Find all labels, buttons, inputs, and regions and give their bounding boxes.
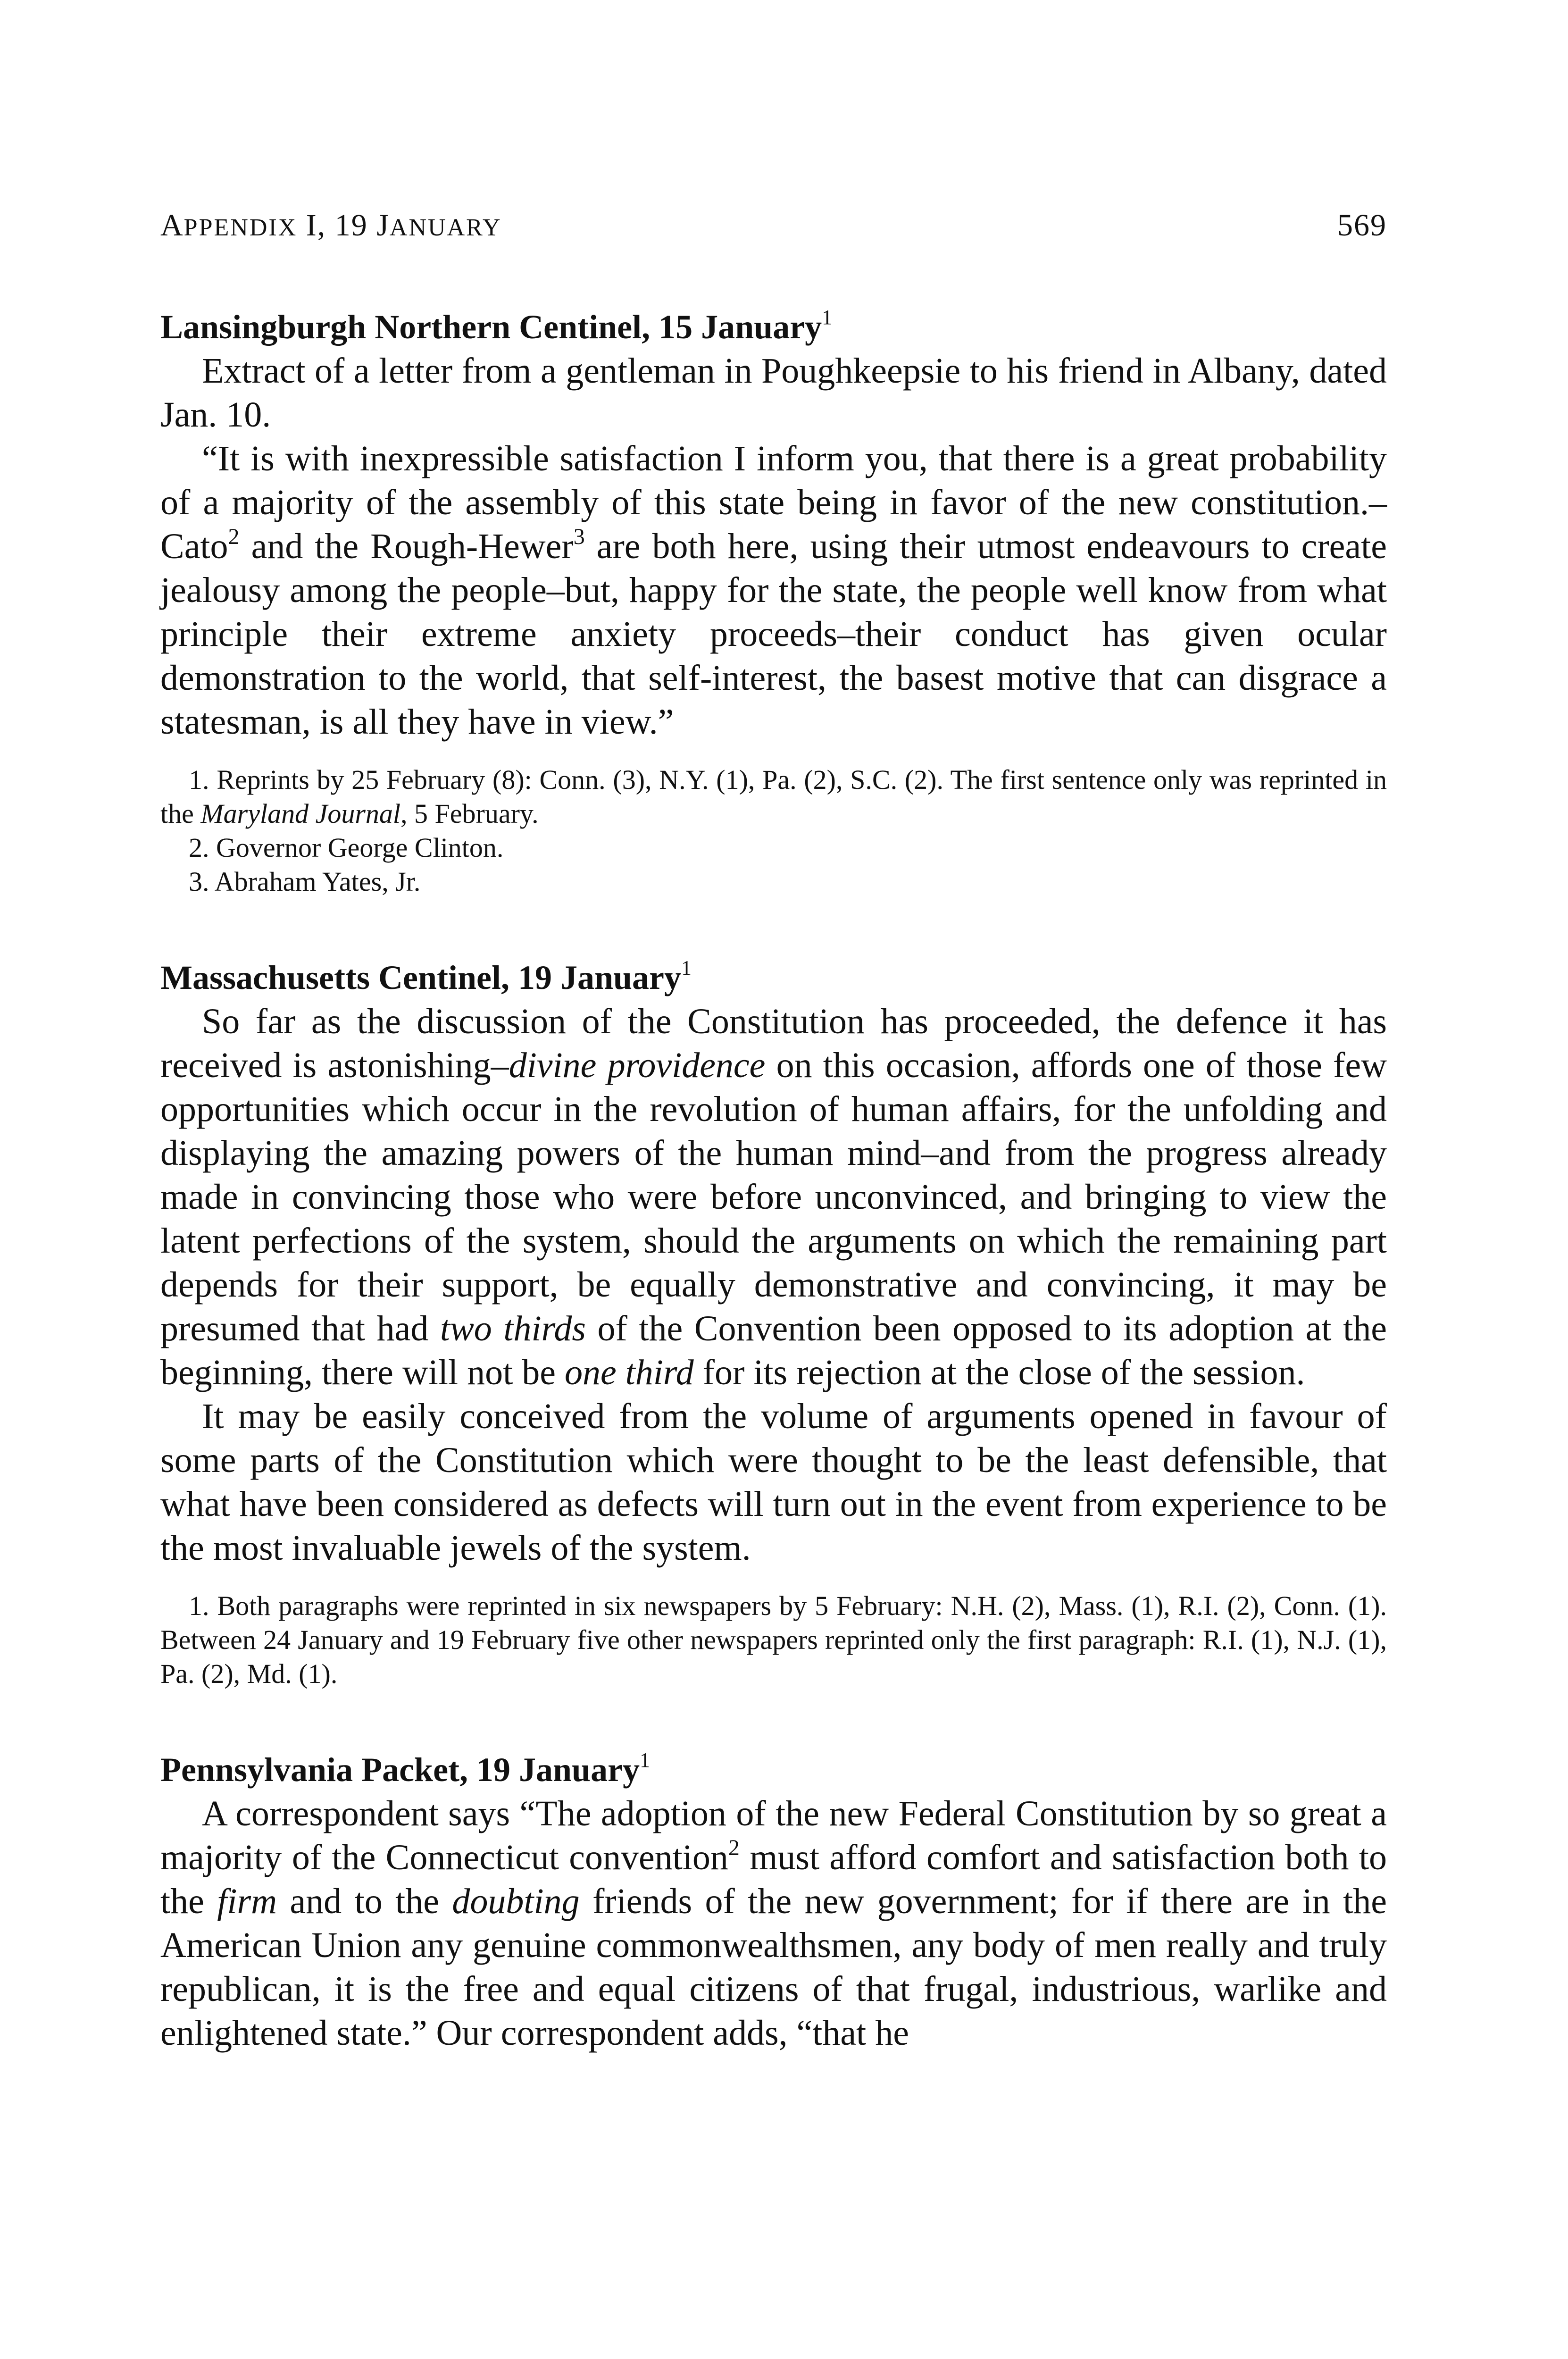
footnote-text: , 5 February. — [400, 798, 539, 829]
footnote-marker: 1 — [681, 956, 692, 979]
running-head — [160, 208, 1387, 243]
article-paragraph — [160, 437, 1387, 744]
appendix-initial: A — [160, 208, 184, 243]
paragraph-text: of the Convention been opposed to its adoption at the beginning, there will not be — [160, 1309, 1387, 1392]
appendix-smallcaps: PPENDIX — [183, 214, 298, 241]
month-smallcaps: ANUARY — [389, 214, 502, 241]
footnote: 3. Abraham Yates, Jr. — [189, 866, 421, 897]
article-paragraph — [160, 1792, 1387, 2055]
article-title — [160, 305, 1387, 349]
paragraph-text: “It is with inexpressible satisfaction I inform you, that there is a great probability of a majority of the assembly of this state being in favor of the new constitution.–Cato — [160, 439, 1387, 566]
article-paragraph: It may be easily conceived from the volume of arguments opened in favour of some parts of the Constitution which were thought to be the least defensible, that what have been considered as defects will turn out in the event from experience to be the most invaluable jewels of the system. — [160, 1397, 1387, 1568]
article-pennsylvania — [160, 1748, 1387, 2055]
article-massachusetts — [160, 955, 1387, 1691]
footnote-marker: 2 — [228, 524, 240, 549]
article-title — [160, 955, 1387, 1000]
article-title-text: Massachusetts Centinel, 19 January — [160, 959, 682, 996]
footnote-marker: 3 — [573, 524, 585, 549]
article-paragraph: Extract of a letter from a gentleman in Poughkeepsie to his friend in Albany, dated Jan. 10. — [160, 351, 1387, 435]
paragraph-text: must afford comfort and satisfaction both to the — [160, 1838, 1387, 1921]
paragraph-text: and to the — [276, 1882, 452, 1921]
paragraph-text: are both here, using their utmost endeavours to create jealousy among the people–but, happy for the state, the people well know from what principle their extreme anxiety proceeds–their conduct has given ocular demonstration to the world, that self-interest, the basest motive that can disgrace a statesman, is all they have in view.” — [160, 527, 1387, 742]
footnote — [160, 763, 1387, 831]
footnote-italic: Maryland Journal — [200, 798, 401, 829]
paragraph-italic: firm — [217, 1882, 277, 1921]
section-gap — [160, 1691, 1387, 1748]
article-title-text: Lansingburgh Northern Centinel, 15 January — [160, 308, 822, 346]
appendix-number-date: I, 19 — [297, 208, 377, 243]
footnote-marker: 1 — [822, 306, 833, 329]
footnotes — [160, 763, 1387, 899]
section-gap — [160, 899, 1387, 955]
footnote: 2. Governor George Clinton. — [189, 832, 504, 863]
page-number: 569 — [1337, 208, 1387, 243]
footnote-marker: 1 — [640, 1748, 651, 1772]
footnote: 1. Both paragraphs were reprinted in six newspapers by 5 February: N.H. (2), Mass. (1), R.I. (2), Conn. (1). Between 24 January and 19 February five other newspapers reprinted only the first paragraph: R.I. (1), N.J. (1), Pa. (2), Md. (1). — [160, 1590, 1387, 1689]
paragraph-italic: two thirds — [440, 1309, 586, 1348]
article-title — [160, 1748, 1387, 1792]
footnote-text: 1. Reprints by 25 February (8): Conn. (3), N.Y. (1), Pa. (2), S.C. (2). The first sentence only was reprinted in the — [160, 764, 1387, 829]
paragraph-text: A correspondent says “The adoption of the new Federal Constitution by so great a majority of the Connecticut convention — [160, 1794, 1387, 1877]
paragraph-text: for its rejection at the close of the session. — [693, 1353, 1305, 1392]
paragraph-italic: divine providence — [509, 1046, 766, 1085]
paragraph-text: friends of the new government; for if there are in the American Union any genuine commonwealthsmen, any body of men really and truly republican, it is the free and equal citizens of that frugal, industrious, warlike and enlightened state.” Our correspondent adds, “that he — [160, 1882, 1387, 2053]
paragraph-text: on this occasion, affords one of those few opportunities which occur in the revolution of human affairs, for the unfolding and displaying the amazing powers of the human mind–and from the progress already made in convincing those who were before unconvinced, and bringing to view the latent perfections of the system, should the arguments on which the remaining part depends for their support, be equally demonstrative and convincing, it may be presumed that had — [160, 1046, 1387, 1348]
paragraph-text: So far as the discussion of the Constitution has proceeded, the defence it has received is astonishing– — [160, 1002, 1387, 1085]
footnote-marker: 2 — [728, 1835, 740, 1860]
article-paragraph — [160, 1000, 1387, 1395]
article-lansingburgh — [160, 305, 1387, 899]
footnotes — [160, 1589, 1387, 1691]
page — [160, 208, 1387, 2055]
running-head-title — [160, 208, 502, 243]
paragraph-italic: one third — [564, 1353, 694, 1392]
paragraph-text: and the Rough-Hewer — [239, 527, 574, 566]
paragraph-italic: doubting — [452, 1882, 580, 1921]
month-initial: J — [376, 208, 390, 243]
article-title-text: Pennsylvania Packet, 19 January — [160, 1751, 640, 1789]
